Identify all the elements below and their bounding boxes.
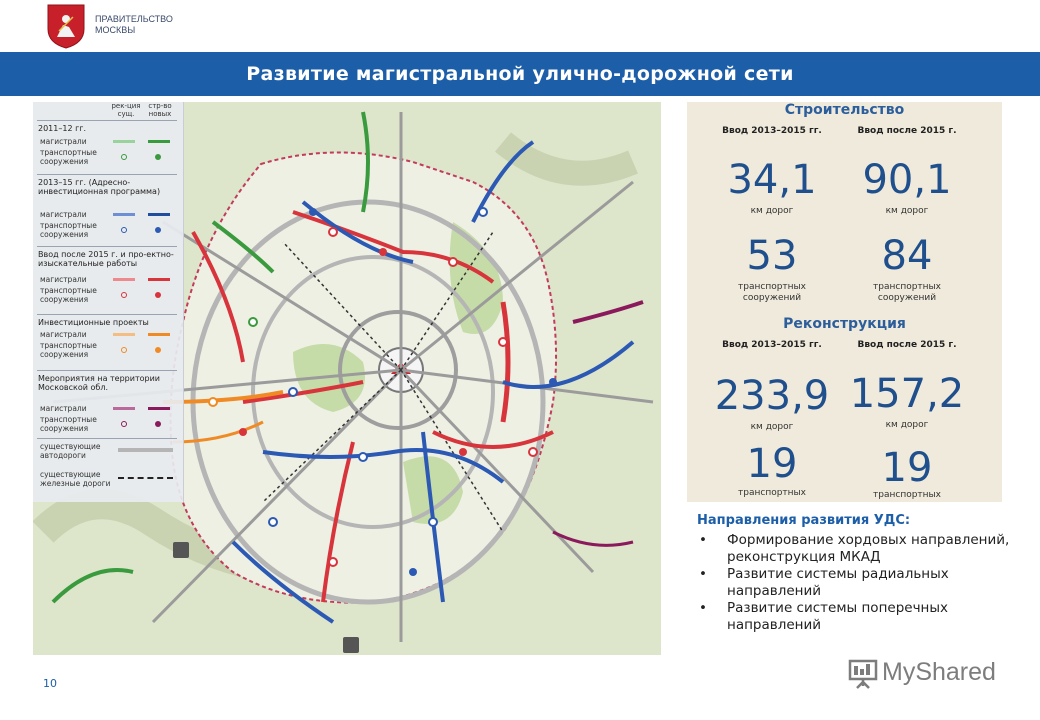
legend-section-after-2015: Ввод после 2015 г. и про-ектно-изыскательные работы [38, 250, 174, 268]
title-bar [0, 52, 1040, 96]
direction-item [697, 532, 1017, 566]
legend-divider [37, 246, 177, 247]
legend-marker [155, 227, 161, 233]
legend-col-construction: стр-во новых [148, 102, 172, 118]
legend-marker [155, 154, 161, 160]
legend-item-roads: магистрали [40, 137, 87, 146]
legend-swatch [148, 278, 170, 281]
construction-heading: Строительство [784, 102, 905, 118]
unit-km-roads: км дорог [885, 206, 929, 216]
column-header-2013-2015: Ввод 2013–2015 гг. [722, 340, 822, 350]
legend-item-structures: транспортные сооружения [40, 286, 97, 304]
legend-item-roads: магистрали [40, 210, 87, 219]
column-header-after-2015: Ввод после 2015 г. [857, 340, 957, 350]
watermark [848, 656, 1008, 692]
legend-item-structures: транспортные сооружения [40, 415, 97, 433]
legend-divider [37, 370, 177, 371]
stat-construction-roads-2013: 34,1 [727, 157, 817, 203]
stat-reconstruction-structures-2013: 19 [746, 441, 798, 487]
reconstruction-heading: Реконструкция [783, 316, 906, 332]
direction-item [697, 600, 1017, 634]
stat-construction-roads-after: 90,1 [862, 157, 952, 203]
unit-km-roads: км дорог [750, 422, 794, 432]
legend-item-existing-roads: существующие автодороги [40, 442, 101, 460]
legend-swatch [148, 407, 170, 410]
direction-text: Развитие системы поперечных направлений [727, 600, 949, 633]
legend-item-structures: транспортные сооружения [40, 341, 97, 359]
legend-swatch [148, 333, 170, 336]
directions-title: Направления развития УДС: [697, 513, 911, 528]
government-line-1: ПРАВИТЕЛЬСТВО [95, 14, 173, 24]
presentation-screen-icon [848, 658, 878, 690]
stat-reconstruction-roads-2013: 233,9 [714, 373, 830, 419]
legend-item-roads: магистрали [40, 404, 87, 413]
direction-item [697, 566, 1017, 600]
legend-marker [155, 421, 161, 427]
legend-marker [121, 292, 127, 298]
legend-marker [121, 421, 127, 427]
unit-structures: транспортных [738, 488, 806, 498]
unit-structures: транспортных сооружений [738, 282, 806, 303]
header [0, 0, 1040, 50]
legend-item-roads: магистрали [40, 330, 87, 339]
legend-divider [37, 120, 177, 121]
government-line-2: МОСКВЫ [95, 25, 136, 35]
unit-structures: транспортных [873, 490, 941, 500]
legend-swatch [113, 333, 135, 336]
column-header-after-2015: Ввод после 2015 г. [857, 126, 957, 136]
development-directions [697, 512, 1017, 634]
bullet: • [699, 600, 707, 616]
column-header-2013-2015: Ввод 2013–2015 гг. [722, 126, 822, 136]
legend-item-existing-rail: существующие железные дороги [40, 470, 111, 488]
page-number: 10 [43, 677, 57, 690]
moscow-coat-of-arms-icon [45, 3, 87, 49]
legend-marker [155, 347, 161, 353]
stat-construction-structures-2013: 53 [746, 233, 798, 279]
legend-col-reconstruction: рек-ция сущ. [111, 102, 141, 118]
legend-swatch [118, 448, 173, 452]
legend-divider [37, 314, 177, 315]
legend-marker [155, 292, 161, 298]
legend-item-roads: магистрали [40, 275, 87, 284]
government-label [95, 14, 173, 36]
unit-km-roads: км дорог [750, 206, 794, 216]
legend-swatch [148, 213, 170, 216]
legend-marker [121, 347, 127, 353]
map-legend [33, 102, 184, 502]
direction-text: Формирование хордовых направлений, реконструкция МКАД [727, 532, 1010, 565]
legend-divider [37, 174, 177, 175]
legend-swatch [148, 140, 170, 143]
road-network-map [33, 102, 661, 655]
legend-swatch [118, 477, 173, 479]
watermark-text: MyShared [882, 658, 996, 686]
legend-swatch [113, 213, 135, 216]
stat-reconstruction-structures-after: 19 [881, 445, 933, 491]
legend-swatch [113, 278, 135, 281]
bullet: • [699, 566, 707, 582]
stats-panel [687, 102, 1002, 502]
legend-marker [121, 154, 127, 160]
legend-section-moscow-oblast: Мероприятия на территории Московской обл. [38, 374, 160, 392]
stat-construction-structures-after: 84 [881, 233, 933, 279]
legend-swatch [113, 407, 135, 410]
unit-structures: транспортных сооружений [873, 282, 941, 303]
legend-section-2013: 2013–15 гг. (Адресно-инвестиционная программа) [38, 178, 161, 196]
direction-text: Развитие системы радиальных направлений [727, 566, 949, 599]
unit-km-roads: км дорог [885, 420, 929, 430]
bullet: • [699, 532, 707, 548]
legend-swatch [113, 140, 135, 143]
legend-item-structures: транспортные сооружения [40, 148, 97, 166]
stat-reconstruction-roads-after: 157,2 [849, 371, 965, 417]
slide-title: Развитие магистральной улично-дорожной сети [246, 63, 794, 85]
legend-divider [37, 438, 177, 439]
legend-section-2011: 2011–12 гг. [38, 124, 87, 133]
legend-item-structures: транспортные сооружения [40, 221, 97, 239]
legend-marker [121, 227, 127, 233]
legend-section-investment: Инвестиционные проекты [38, 318, 149, 327]
